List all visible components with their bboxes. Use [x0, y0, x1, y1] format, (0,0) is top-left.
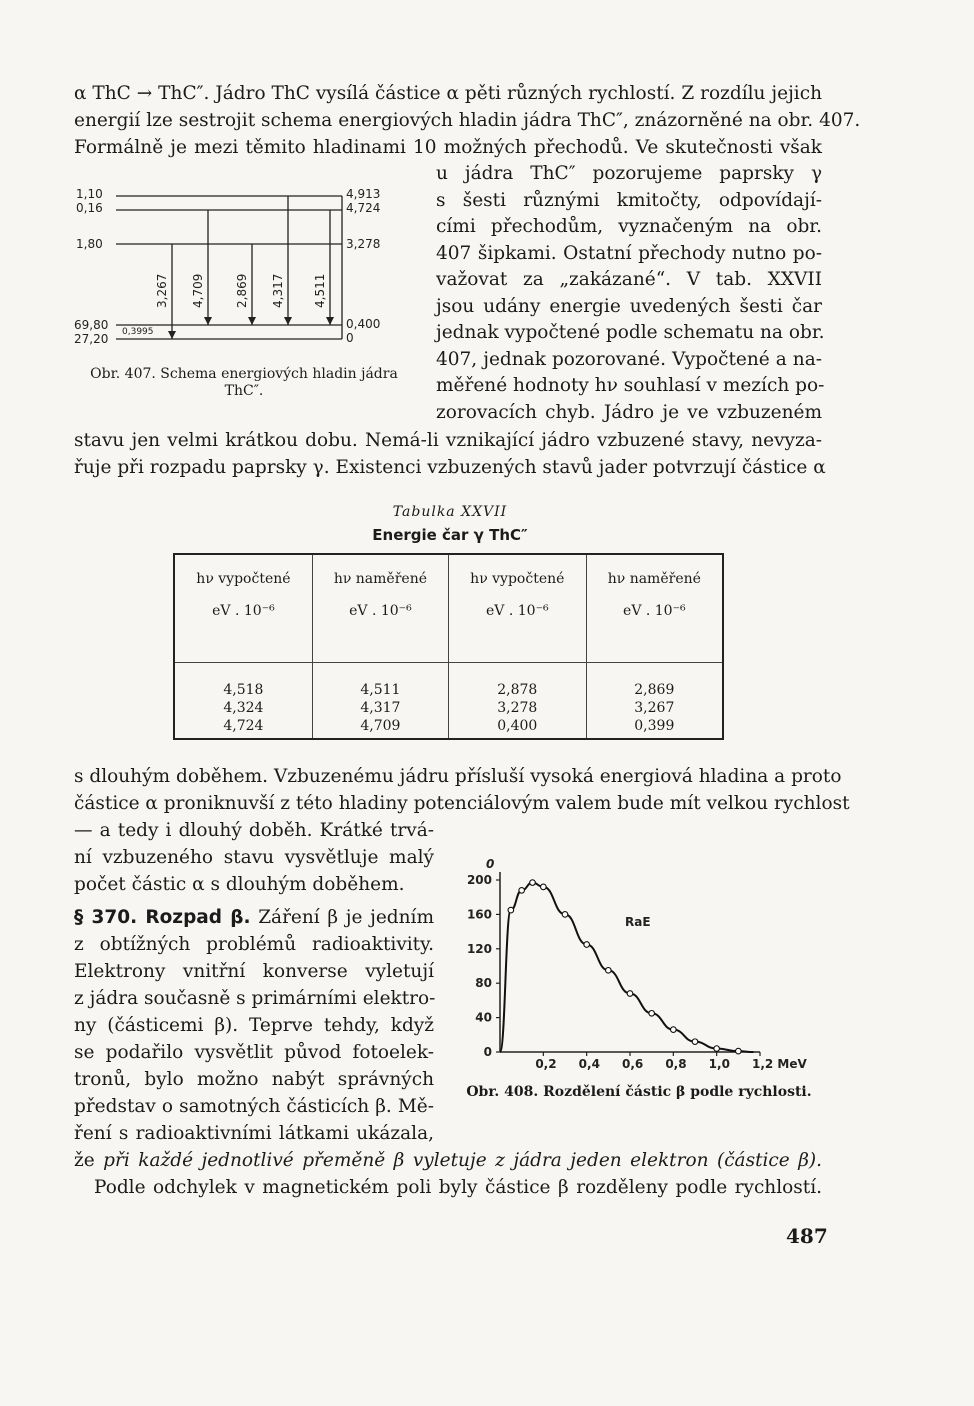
text-line: částice α proniknuvší z této hladiny potenciálovým valem bude mít velkou rychlost	[74, 793, 850, 814]
data-point	[519, 888, 525, 894]
level-label-right: 0	[346, 331, 354, 345]
text-line: Elektrony vnitřní konverse vyletují	[74, 961, 434, 982]
x-tick-label: 1,2 MeV	[752, 1057, 807, 1071]
header-label: hν naměřené	[333, 571, 427, 587]
data-point	[714, 1046, 720, 1052]
text-line: 407 šipkami. Ostatní přechody nutno po-	[436, 243, 822, 264]
y-tick-label: 120	[466, 941, 492, 956]
data-point	[508, 907, 514, 913]
data-point	[606, 968, 612, 974]
level-label-right: 0,400	[346, 317, 381, 331]
text-line: měřené hodnoty hν souhlasí v mezích po-	[436, 375, 825, 396]
table-subtitle: Energie čar γ ThC″	[372, 526, 528, 544]
level-label-right: 4,724	[346, 201, 381, 215]
table-cell: 4,511 4,317 4,709	[312, 663, 448, 740]
figure-408-caption: Obr. 408. Rozdělení částic β podle rychlosti.	[466, 1084, 812, 1100]
data-point	[627, 991, 633, 997]
text-line: počet částic α s dlouhým doběhem.	[74, 874, 405, 895]
section-first-line: § 370. Rozpad β. Záření β je jedním	[74, 907, 434, 928]
x-tick-label: 1,0	[708, 1057, 730, 1071]
level-label-left: 69,80	[74, 318, 109, 332]
text-line: se podařilo vysvětlit původ fotoelek-	[74, 1042, 434, 1063]
text-line: s šesti různými kmitočty, odpovídají-	[436, 190, 822, 211]
level-label-left: 0,16	[76, 201, 103, 215]
series-label: RaE	[625, 915, 651, 929]
level-label-left: 1,10	[76, 187, 103, 201]
text-line: 407, jednak pozorované. Vypočtené a na-	[436, 349, 822, 370]
level-label-right: 4,913	[346, 187, 381, 201]
data-point	[562, 912, 568, 918]
text-line: tronů, bylo možno nabýt správných	[74, 1069, 434, 1090]
text-line: jsou udány energie uvedených šesti čar	[436, 296, 822, 317]
text-line: energií lze sestrojit schema energiových hladin jádra ThC″, znázorněné na obr. 407.	[74, 110, 861, 131]
data-point	[671, 1027, 677, 1033]
text-line: ní vzbuzeného stavu vysvětluje malý	[74, 847, 434, 868]
table-header	[312, 554, 448, 663]
x-tick-label: 0,8	[665, 1057, 687, 1071]
energy-level-diagram	[70, 180, 430, 355]
table-title: Tabulka XXVII	[392, 504, 508, 520]
text-line: ny (částicemi β). Teprve tehdy, když	[74, 1015, 434, 1036]
text-line: — a tedy i dlouhý doběh. Krátké trvá-	[74, 820, 434, 841]
level-label-small: 0,3995	[122, 327, 154, 337]
transition-label: 4,317	[271, 273, 285, 308]
header-unit: eV . 10⁻⁶	[623, 603, 686, 619]
x-tick-label: 0,4	[578, 1057, 600, 1071]
transition-label: 2,869	[235, 273, 249, 308]
text-line: jednak vypočtené podle schematu na obr.	[436, 322, 825, 343]
beta-distribution-chart	[460, 850, 830, 1080]
x-tick-label: 0,2	[535, 1057, 557, 1071]
data-point	[584, 942, 590, 948]
text-line: Podle odchylek v magnetickém poli byly částice β rozděleny podle rychlostí.	[94, 1177, 822, 1198]
x-tick-label: 0,6	[622, 1057, 644, 1071]
text-line: važovat za „zakázané“. V tab. XXVII	[436, 269, 822, 290]
data-point	[530, 880, 536, 886]
text-line: ření s radioaktivními látkami ukázala,	[74, 1123, 434, 1144]
table-row	[174, 663, 723, 740]
text-line: zorovacích chyb. Jádro je ve vzbuzeném	[436, 402, 822, 423]
level-label-left: 27,20	[74, 332, 109, 346]
y-tick-label: 200	[466, 873, 492, 887]
text-line: z obtížných problémů radioaktivity.	[74, 934, 434, 955]
series-curve-rae	[500, 883, 754, 1052]
header-label: hν naměřené	[607, 571, 701, 587]
y-tick-label: 0	[483, 1045, 492, 1059]
text-line: u jádra ThC″ pozorujeme paprsky γ	[436, 163, 822, 184]
transition-label: 4,709	[191, 273, 205, 308]
data-point	[736, 1048, 742, 1054]
emphasis-line: že při každé jednotlivé přeměně β vyletuje z jádra jeden elektron (částice β).	[74, 1150, 823, 1171]
header-unit: eV . 10⁻⁶	[349, 603, 412, 619]
figure-407-caption: Obr. 407. Schema energiových hladin jádra ThC″.	[90, 366, 398, 399]
header-unit: eV . 10⁻⁶	[212, 603, 275, 619]
text-line: s dlouhým doběhem. Vzbuzenému jádru přísluší vysoká energiová hladina a proto	[74, 766, 842, 787]
section-heading: § 370. Rozpad β.	[74, 907, 251, 928]
table-header-row	[174, 554, 723, 663]
table-cell: 4,518 4,324 4,724	[174, 663, 312, 740]
text-line: z jádra současně s primárními elektro-	[74, 988, 436, 1009]
table-header	[174, 554, 312, 663]
data-point	[541, 884, 547, 890]
text-line: Formálně je mezi těmito hladinami 10 možných přechodů. Ve skutečnosti však	[74, 137, 822, 158]
transition-label: 3,267	[155, 273, 169, 308]
table-header	[586, 554, 723, 663]
y-axis-top-label: 0	[486, 857, 495, 871]
text-line: řuje při rozpadu paprsky γ. Existenci vzbuzených stavů jader potvrzují částice α	[74, 457, 826, 478]
level-label-right: 3,278	[346, 237, 381, 251]
header-label: hν vypočtené	[196, 571, 291, 587]
level-label-left: 1,80	[76, 237, 103, 251]
text-line: cími přechodům, vyznačeným na obr.	[436, 216, 822, 237]
data-point	[649, 1011, 655, 1017]
transition-label: 4,511	[313, 273, 327, 308]
y-tick-label: 80	[475, 976, 492, 991]
y-tick-label: 160	[466, 907, 492, 922]
table-cell: 2,878 3,278 0,400	[448, 663, 586, 740]
header-label: hν vypočtené	[470, 571, 565, 587]
text-line: představ o samotných částicích β. Mě-	[74, 1096, 434, 1117]
table-cell: 2,869 3,267 0,399	[586, 663, 723, 740]
text-line: stavu jen velmi krátkou dobu. Nemá-li vznikající jádro vzbuzené stavy, nevyza-	[74, 430, 822, 451]
y-tick-label: 40	[475, 1010, 492, 1025]
page-number: 487	[786, 1224, 828, 1248]
table-header	[448, 554, 586, 663]
header-unit: eV . 10⁻⁶	[486, 603, 549, 619]
text-line: α ThC → ThC″. Jádro ThC vysílá částice α pěti různých rychlostí. Z rozdílu jejich	[74, 83, 822, 104]
data-point	[692, 1039, 698, 1045]
energy-table	[173, 553, 724, 740]
